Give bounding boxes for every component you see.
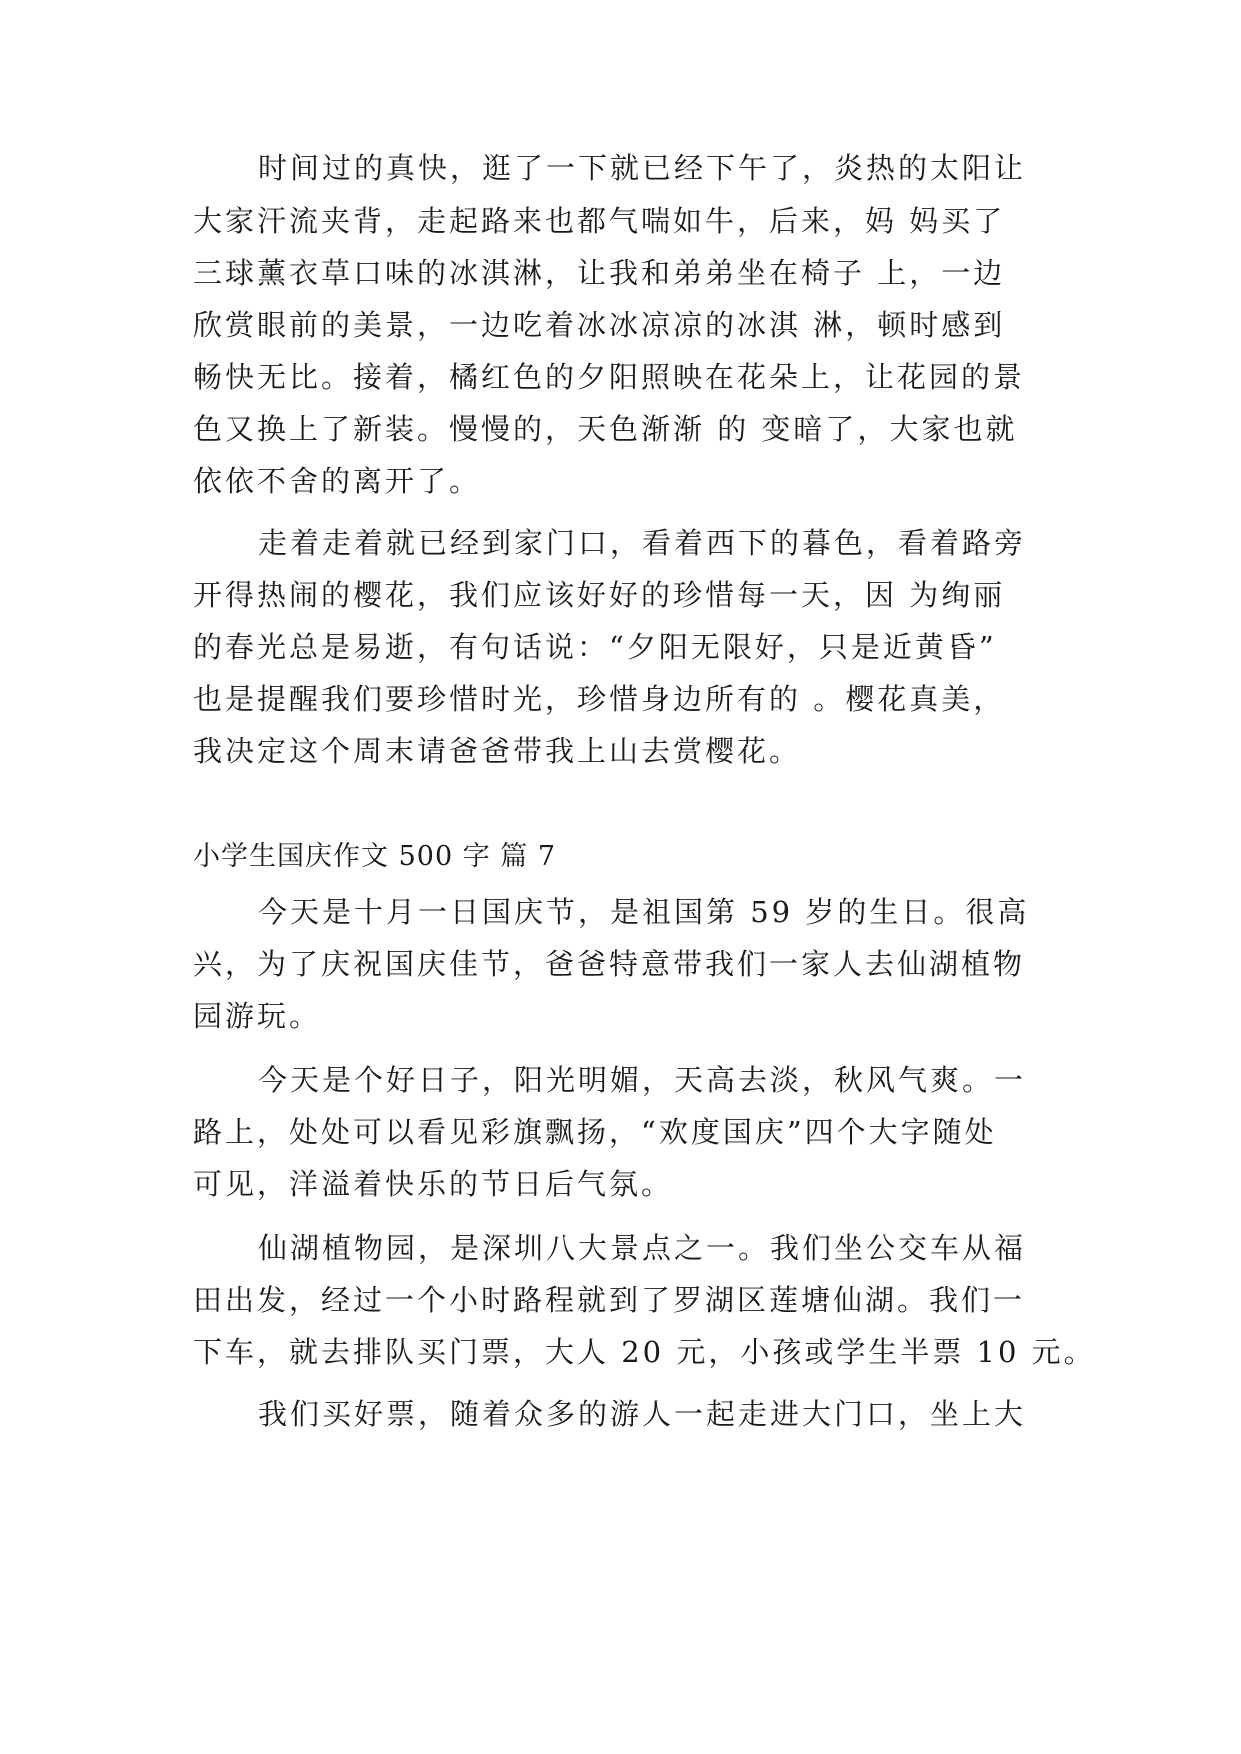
- paragraph-4-line-3: 可见，洋溢着快乐的节日后气氛。: [193, 1167, 674, 1201]
- paragraph-2-line-2: 开得热闹的樱花，我们应该好好的珍惜每一天，因 为绚丽: [193, 578, 1006, 612]
- paragraph-1-line-7: 依依不舍的离开了。: [193, 464, 482, 498]
- paragraph-4-line-2: 路上，处处可以看见彩旗飘扬，“欢度国庆”四个大字随处: [193, 1115, 997, 1149]
- paragraph-1-line-2: 大家汗流夹背，走起路来也都气喘如牛，后来，妈 妈买了: [193, 204, 1006, 238]
- paragraph-3-line-3: 园游玩。: [193, 999, 322, 1033]
- paragraph-5-line-1: 仙湖植物园，是深圳八大景点之一。我们坐公交车从福: [258, 1231, 1027, 1265]
- paragraph-1-line-4: 欣赏眼前的美景，一边吃着冰冰凉凉的冰淇 淋，顿时感到: [193, 308, 1006, 342]
- paragraph-1-line-3: 三球薰衣草口味的冰淇淋，让我和弟弟坐在椅子 上，一边: [193, 256, 1006, 290]
- paragraph-1-line-6: 色又换上了新装。慢慢的，天色渐渐 的 变暗了，大家也就: [193, 412, 1018, 446]
- paragraph-2-line-5: 我决定这个周末请爸爸带我上山去赏樱花。: [193, 734, 802, 768]
- paragraph-1-line-1: 时间过的真快，逛了一下就已经下午了，炎热的太阳让: [258, 151, 1027, 185]
- paragraph-2-line-3: 的春光总是易逝，有句话说：“夕阳无限好，只是近黄昏”: [193, 630, 997, 664]
- paragraph-2-line-1: 走着走着就已经到家门口，看着西下的暮色，看着路旁: [258, 526, 1027, 560]
- paragraph-5-line-2: 田出发，经过一个小时路程就到了罗湖区莲塘仙湖。我们一: [193, 1283, 1026, 1317]
- paragraph-1-line-5: 畅快无比。接着，橘红色的夕阳照映在花朵上，让花园的景: [193, 360, 1026, 394]
- section-heading: 小学生国庆作文 500 字 篇 7: [193, 841, 557, 872]
- paragraph-4-line-1: 今天是个好日子，阳光明媚，天高去淡，秋风气爽。一: [258, 1063, 1027, 1097]
- paragraph-3-line-2: 兴，为了庆祝国庆佳节，爸爸特意带我们一家人去仙湖植物: [193, 947, 1026, 981]
- paragraph-2-line-4: 也是提醒我们要珍惜时光，珍惜身边所有的 。樱花真美，: [193, 682, 1006, 716]
- paragraph-3-line-1: 今天是十月一日国庆节，是祖国第 59 岁的生日。很高: [258, 895, 1030, 929]
- paragraph-6-line-1: 我们买好票，随着众多的游人一起走进大门口，坐上大: [258, 1397, 1027, 1431]
- paragraph-5-line-3: 下车，就去排队买门票，大人 20 元，小孩或学生半票 10 元。: [193, 1335, 1096, 1369]
